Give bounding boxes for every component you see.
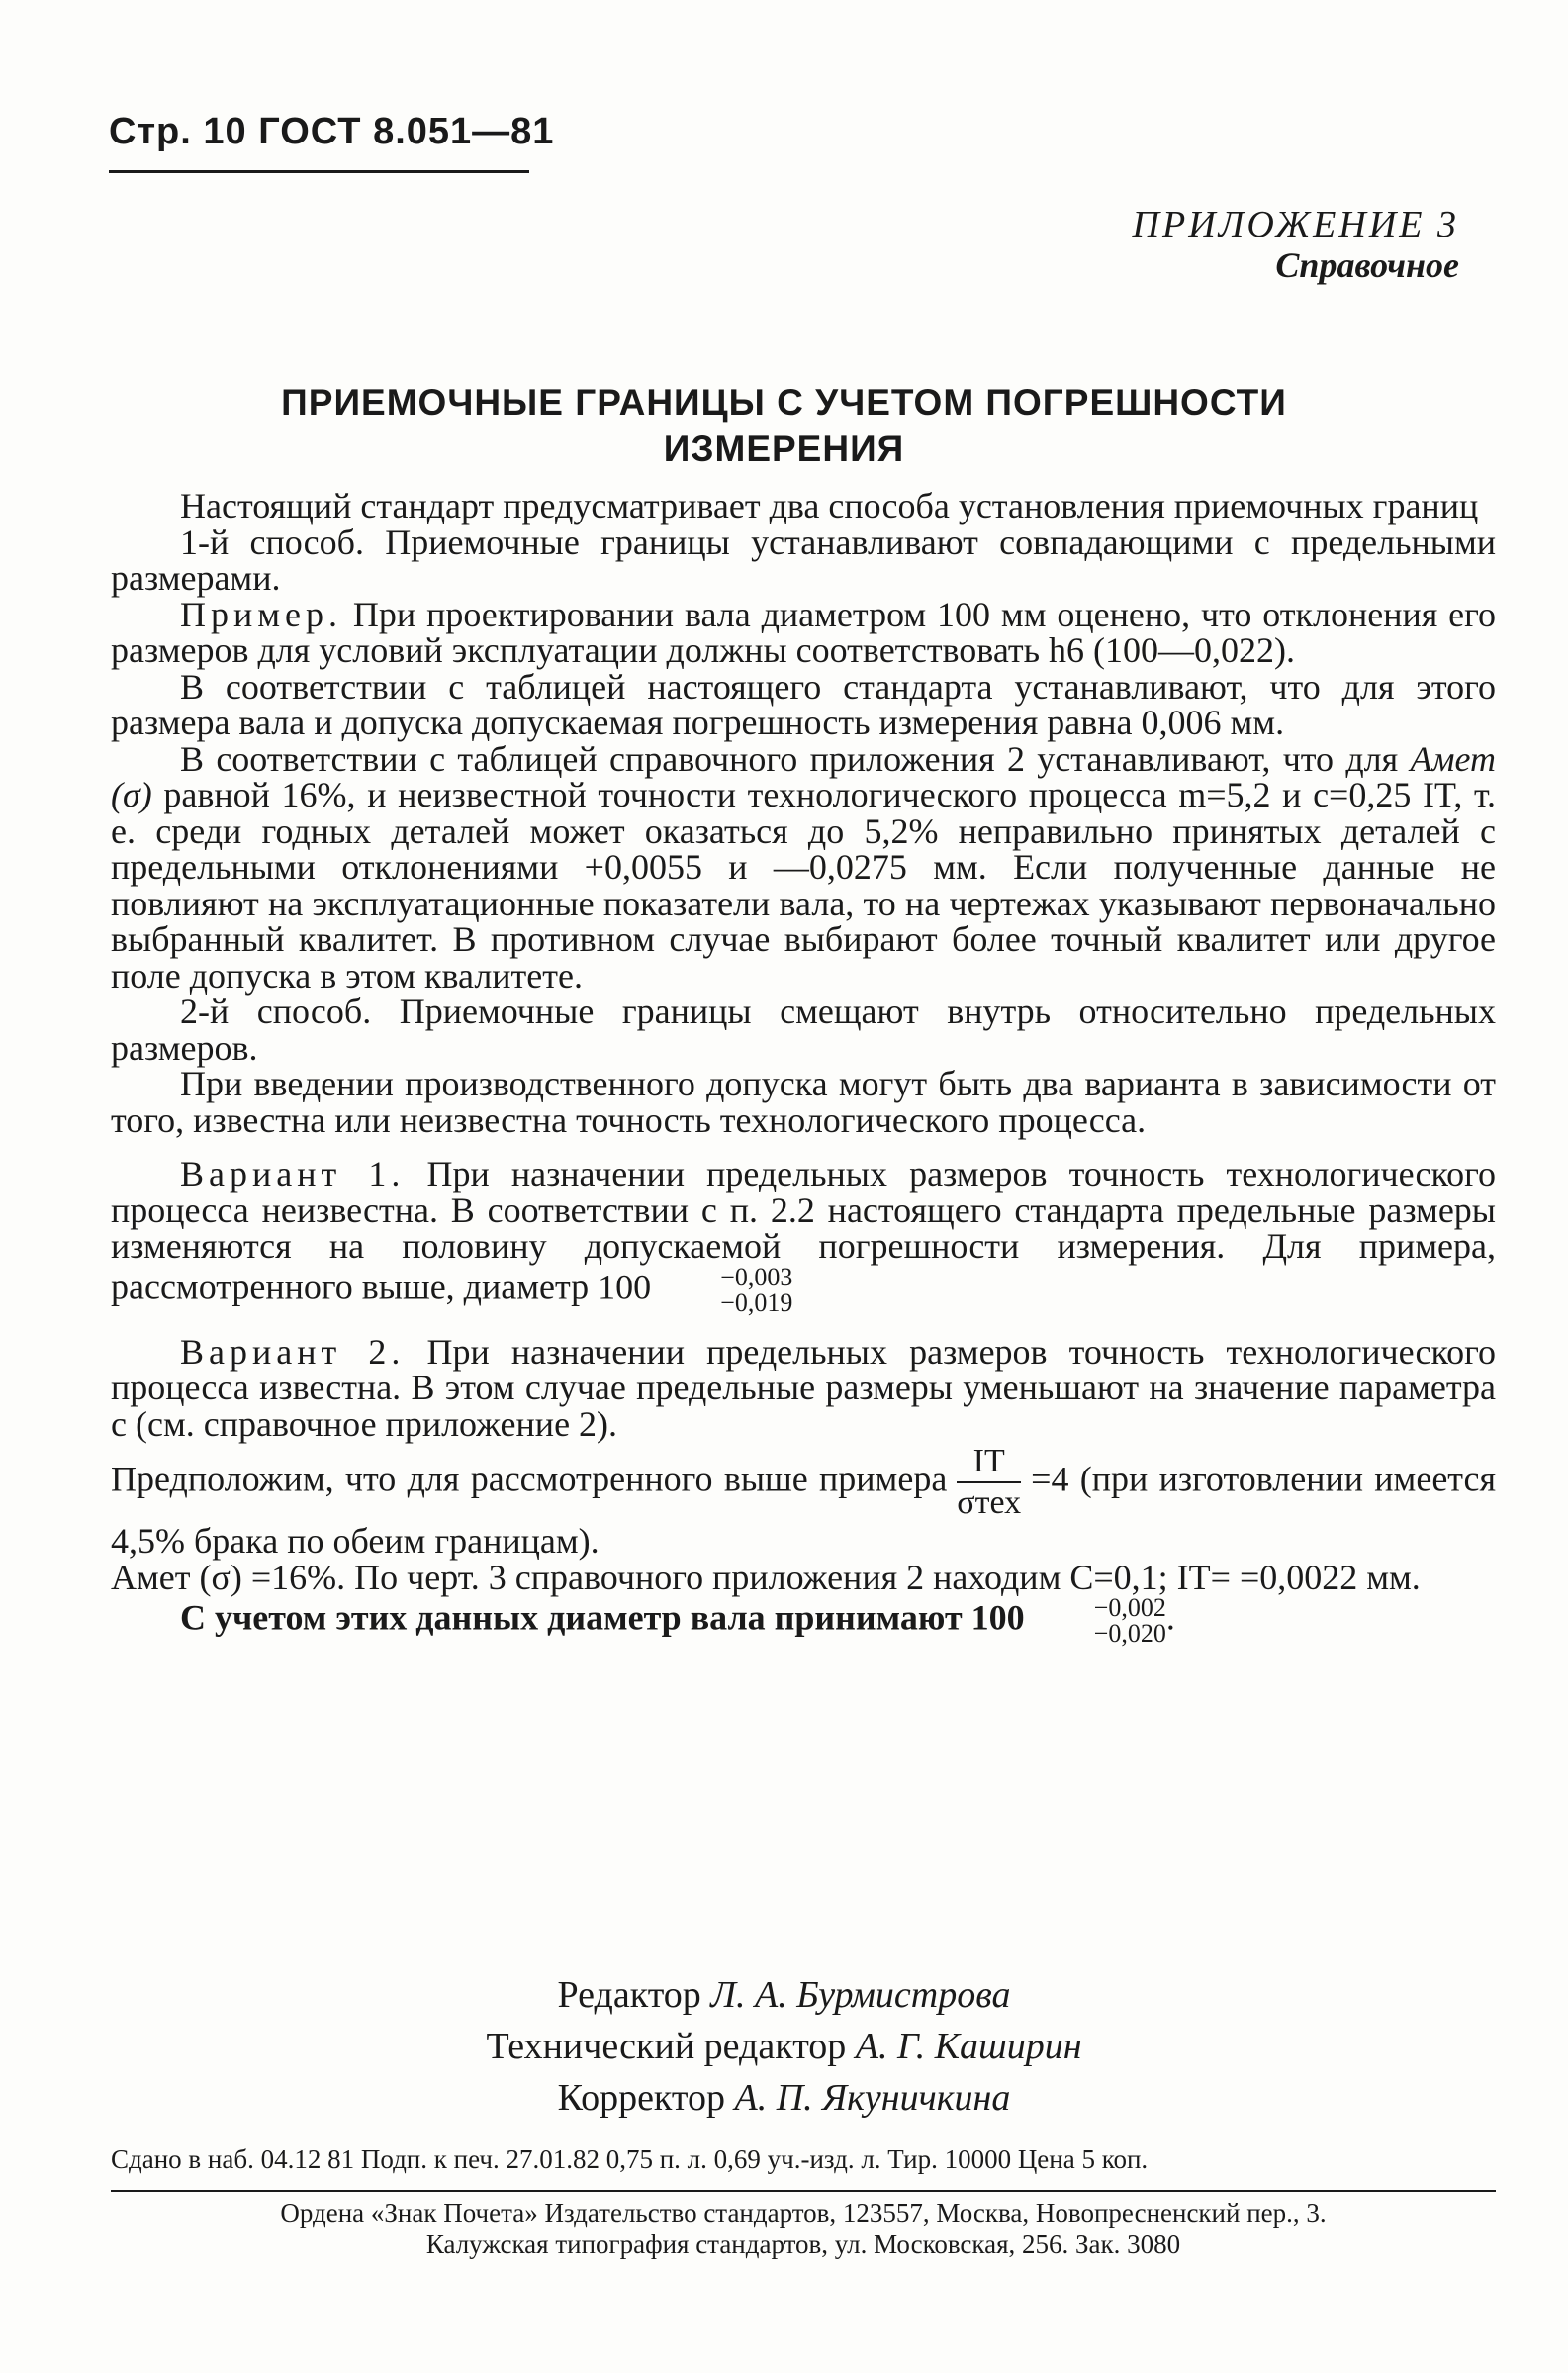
paragraph-conclusion [111, 1595, 1496, 1647]
fraction-it-sigma [957, 1442, 1021, 1523]
paragraph-variant-1 [111, 1156, 1496, 1316]
body-text [111, 488, 1496, 1647]
variant-2-label: Вариант 2. [180, 1331, 406, 1372]
credits [109, 1969, 1459, 2124]
credit-corrector [109, 2072, 1459, 2124]
paragraph-appendix-2 [111, 738, 1497, 996]
paragraph-result: Aмет (σ) =16%. По черт. 3 справочного приложения 2 находим C=0,1; IT= =0,0022 мм. [111, 1557, 1421, 1597]
fraction-numerator: IT [957, 1442, 1021, 1483]
tolerance-upper: −0,003 [720, 1262, 793, 1291]
paragraph-intro: Настоящий стандарт предусматривает два способа установления приемочных границ [180, 486, 1479, 525]
corrector-name: А. П. Якуничкина [734, 2077, 1011, 2119]
assumption-lead: Предположим, что для рассмотренного выше примера [111, 1459, 948, 1499]
conclusion-text: С учетом этих данных диаметр вала принимают 100 [180, 1597, 1025, 1638]
imprint-line-3: Калужская типография стандартов, ул. Московская, 256. Зак. 3080 [425, 2230, 1181, 2259]
tolerance-final-upper: −0,002 [1093, 1593, 1166, 1622]
variant-2-text: При назначении предельных размеров точность технологического процесса известна. В этом случае предельные размеры уменьшают на значение параметра c (см. справочное приложение 2). [111, 1331, 1496, 1444]
tolerance-final-lower: −0,020 [1093, 1619, 1166, 1648]
credit-tech-editor [109, 2021, 1459, 2072]
paragraph-variants: При введении производственного допуска могут быть два варианта в зависимости от того, известна или неизвестна точность технологического процесса. [111, 1064, 1496, 1140]
example-label: Пример. [180, 594, 343, 634]
corrector-label: Корректор [557, 2077, 725, 2119]
paragraph-variant-2 [111, 1331, 1496, 1444]
paragraph-method-1: 1-й способ. Приемочные границы устанавливают совпадающими с предельными размерами. [111, 522, 1496, 598]
imprint-rule [111, 2190, 1496, 2192]
page-header: Стр. 10 ГОСТ 8.051—81 [109, 111, 555, 152]
credit-editor [109, 1969, 1459, 2021]
tolerance-variant-1 [651, 1262, 793, 1317]
tech-editor-label: Технический редактор [486, 2026, 847, 2067]
example-text: При проектировании вала диаметром 100 мм оценено, что отклонения его размеров для условий эксплуатации должны соответствовать h6 (100—0,022). [111, 594, 1497, 670]
appendix-type: Справочное [1275, 245, 1459, 285]
paragraph-method-2: 2-й способ. Приемочные границы смещают внутрь относительно предельных размеров. [111, 992, 1496, 1068]
conclusion-period: . [1165, 1597, 1175, 1638]
appendix-2-lead: В соответствии с таблицей справочного приложения 2 устанавливают, что для [180, 738, 1399, 779]
symbol-a-met: Aмет (σ) [111, 738, 1497, 814]
header-rule [109, 170, 529, 173]
tech-editor-name: А. Г. Каширин [855, 2026, 1082, 2067]
variant-1-text: При назначении предельных размеров точность технологического процесса неизвестна. В соответствии с п. 2.2 настоящего стандарта предельные размеры изменяются на половину допускаемой погрешности измерения. Для примера, рассмотренного выше, диаметр 100 [111, 1154, 1496, 1306]
title-line-1: ПРИЕМОЧНЫЕ ГРАНИЦЫ С УЧЕТОМ ПОГРЕШНОСТИ [281, 382, 1287, 423]
paragraph-example [111, 594, 1497, 670]
editor-name: Л. А. Бурмистрова [710, 1974, 1011, 2016]
imprint-line-2: Ордена «Знак Почета» Издательство стандартов, 123557, Москва, Новопресненский пер., 3. [280, 2198, 1327, 2228]
title-line-2: ИЗМЕРЕНИЯ [663, 428, 905, 469]
imprint-line-1: Сдано в наб. 04.12 81 Подп. к печ. 27.01.82 0,75 п. л. 0,69 уч.-изд. л. Тир. 10000 Цена 5 коп. [111, 2144, 1149, 2174]
paragraph-measurement-error: В соответствии с таблицей настоящего стандарта устанавливают, что для этого размера вала и допуска допускаемая погрешность измерения равна 0,006 мм. [111, 666, 1496, 742]
appendix-2-text: равной 16%, и неизвестной точности технологического процесса m=5,2 и c=0,25 IT, т. е. среди годных деталей может оказаться до 5,2% неправильно принятых деталей с предельными отклонениями +0,0055 и —0,0275 мм. Если полученные данные не повлияют на эксплуатационные показатели вала, то на чертежах указывают первоначально выбранный квалитет. В противном случае выбирают более точный квалитет или другое поле допуска в этом квалитете. [111, 775, 1496, 996]
tolerance-lower: −0,019 [720, 1287, 793, 1317]
document-title [109, 379, 1459, 472]
variant-1-label: Вариант 1. [180, 1154, 406, 1193]
appendix-title: ПРИЛОЖЕНИЕ 3 [1132, 204, 1459, 245]
editor-label: Редактор [557, 1974, 701, 2016]
imprint-publisher [111, 2197, 1496, 2260]
paragraph-assumption [111, 1442, 1496, 1560]
assumption-text: =4 (при изготовлении имеется 4,5% брака по обеим границам). [111, 1459, 1497, 1561]
tolerance-final [1025, 1595, 1166, 1647]
fraction-denominator: σтех [957, 1484, 1022, 1521]
